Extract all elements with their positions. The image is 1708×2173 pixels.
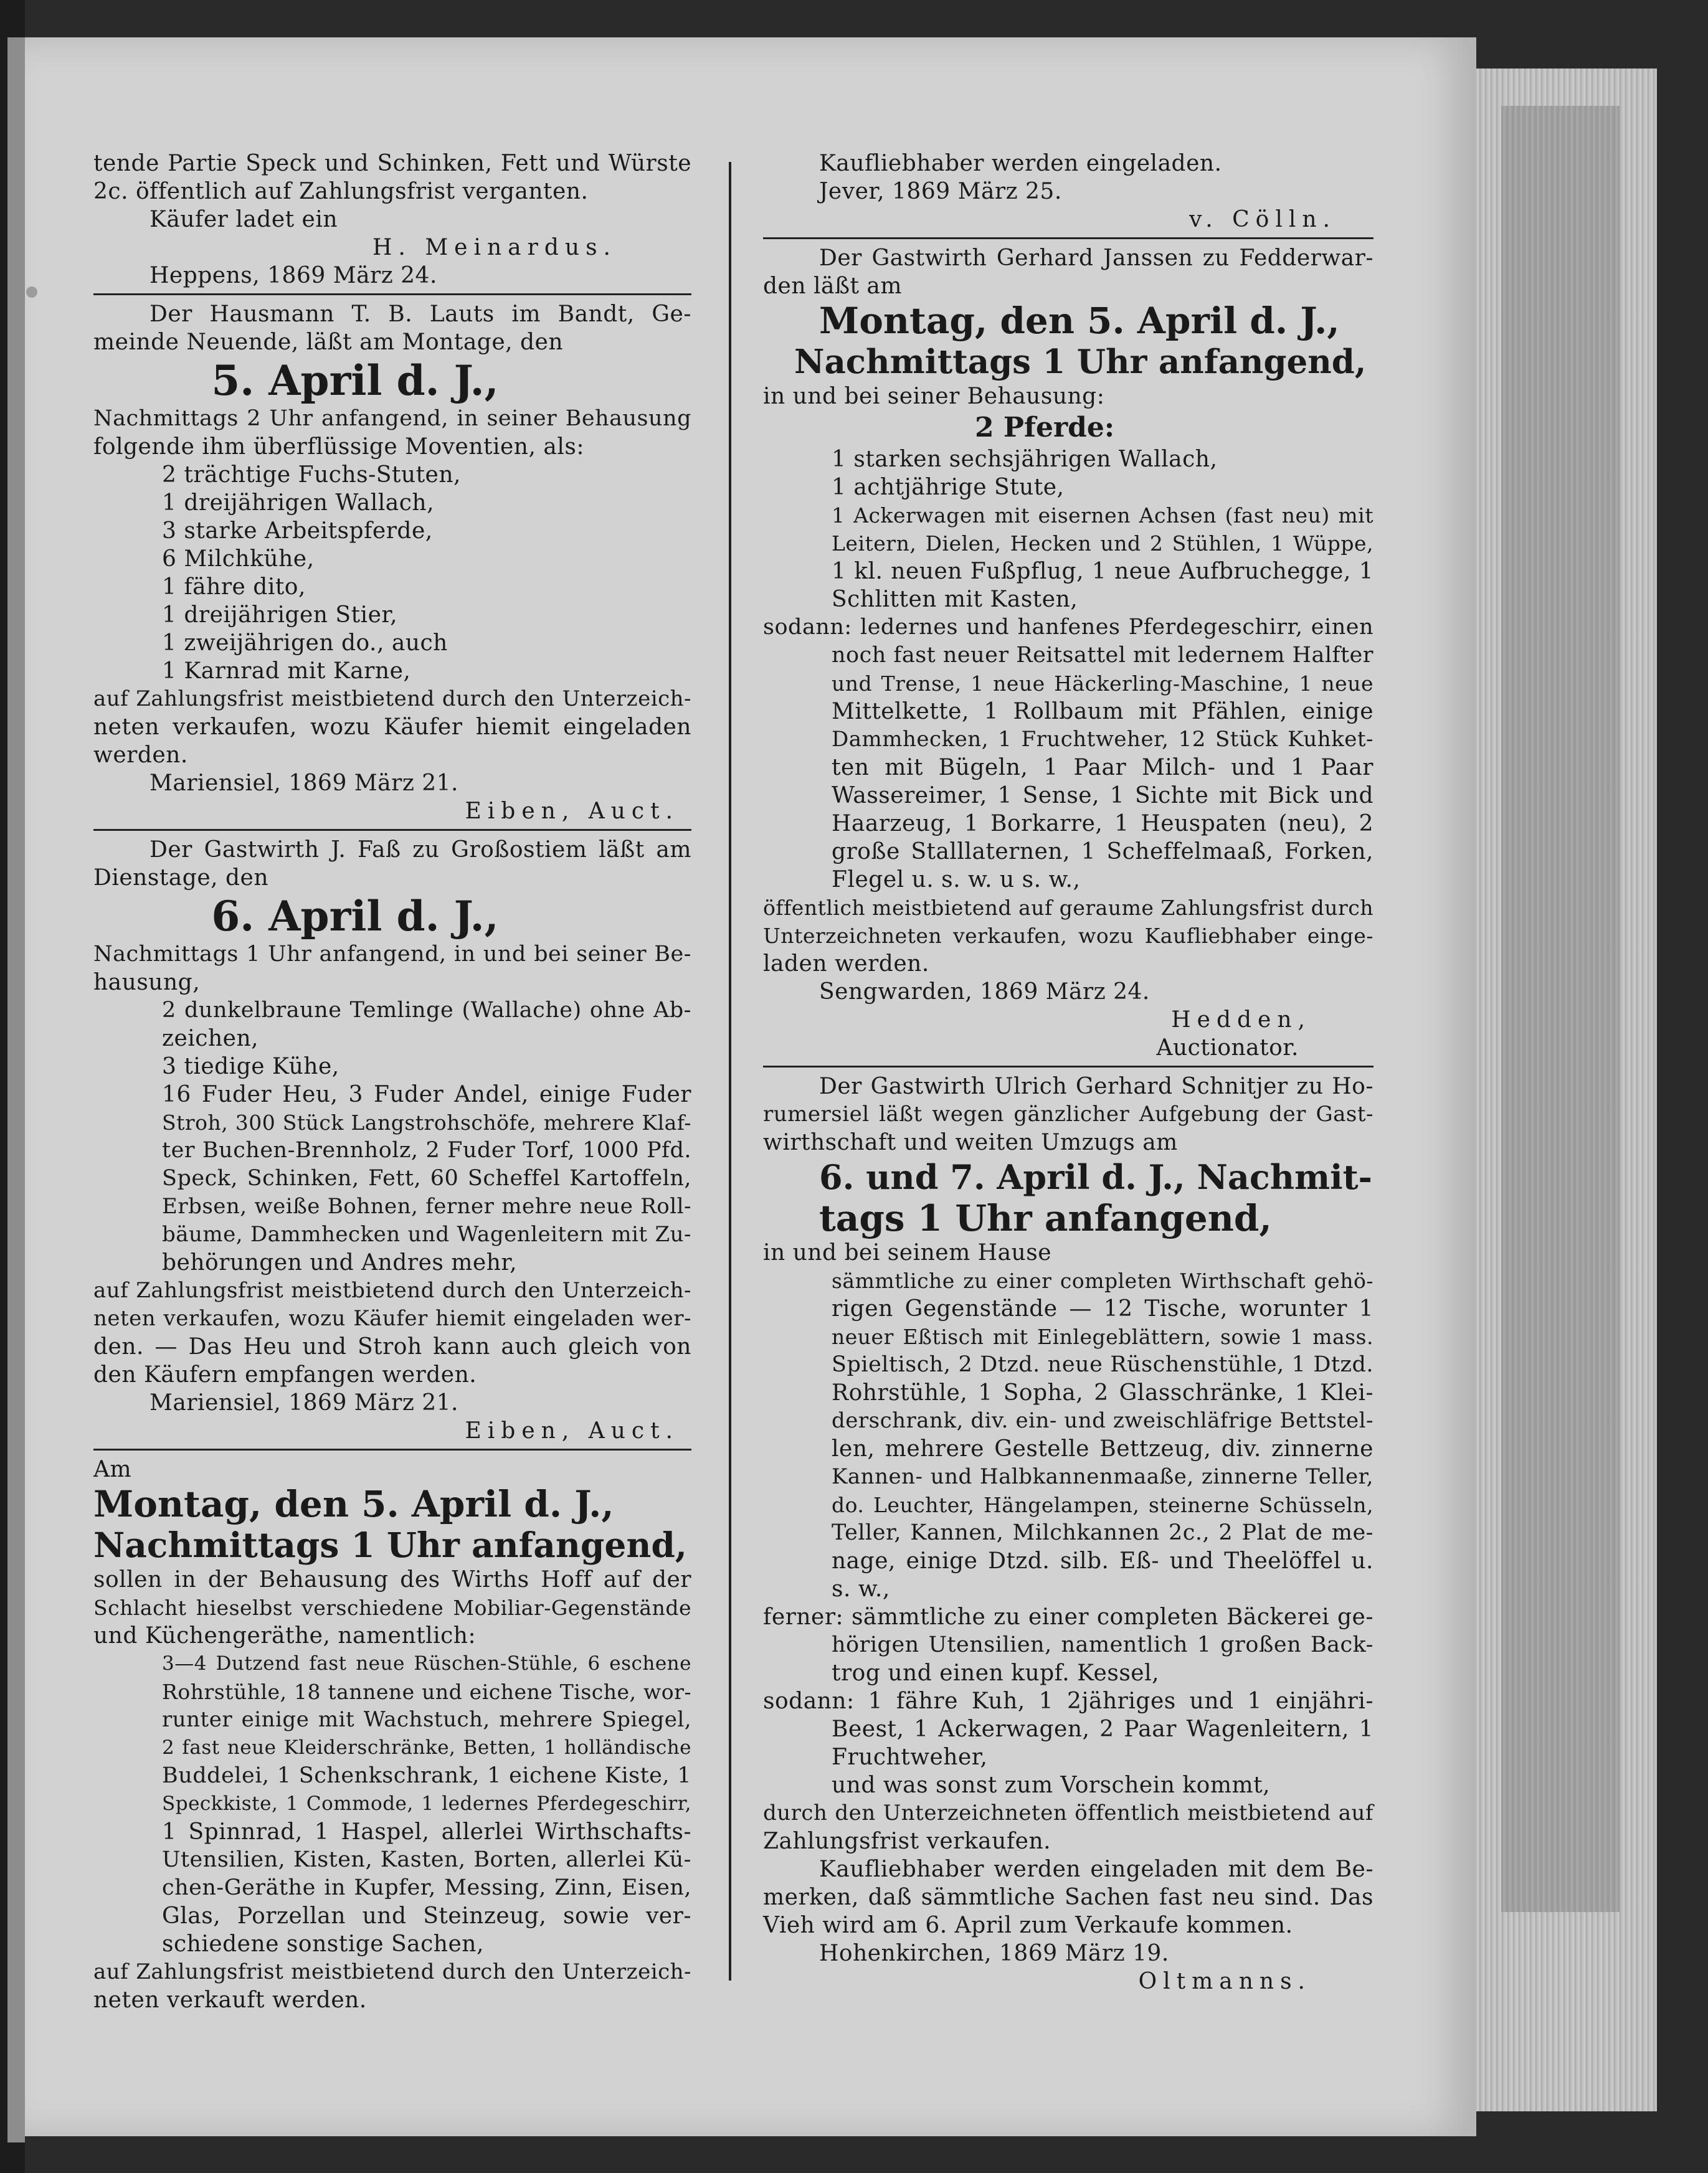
headline: Montag, den 5. April d. J., bbox=[93, 1483, 614, 1525]
text-line: trog und einen kupf. Kessel, bbox=[832, 1660, 1160, 1686]
signature: Eiben, Auct. bbox=[465, 798, 679, 824]
text-line: hörigen Utensilien, namentlich 1 großen Back- bbox=[832, 1632, 1374, 1657]
text-line: Der Hausmann T. B. Lauts im Bandt, Ge- bbox=[149, 301, 691, 327]
advertisement-hoff bbox=[93, 1456, 691, 2014]
text-line: Mittelkette, 1 Rollbaum mit Pfählen, einige bbox=[832, 699, 1374, 724]
text-line: und Trense, 1 neue Häckerling-Maschine, 1 neue bbox=[832, 671, 1374, 696]
auction-date: 5. April d. J., bbox=[211, 356, 499, 405]
text-line: den. — Das Heu und Stroh kann auch gleich von bbox=[93, 1334, 691, 1360]
separator-rule bbox=[93, 293, 691, 295]
text-line: rumersiel läßt wegen gänzlicher Aufgebung der Gast- bbox=[763, 1102, 1374, 1127]
separator-rule bbox=[763, 1066, 1374, 1068]
text-line: tende Partie Speck und Schinken, Fett und Würste bbox=[93, 151, 691, 176]
separator-rule bbox=[763, 237, 1374, 239]
list-item: behörungen und Andres mehr, bbox=[162, 1250, 518, 1276]
list-item: Stroh, 300 Stück Langstrohschöfe, mehrere Klaf- bbox=[162, 1110, 691, 1135]
text-line: Dienstage, den bbox=[93, 865, 269, 891]
text-line: neten verkaufen, wozu Käufer hiemit eingeladen bbox=[93, 714, 691, 740]
list-item: runter einige mit Wachstuch, mehrere Spiegel, bbox=[162, 1707, 691, 1732]
signature: v. Cölln. bbox=[1189, 207, 1336, 232]
list-item: 2 dunkelbraune Temlinge (Wallache) ohne Ab- bbox=[162, 998, 691, 1023]
list-item: sämmtliche zu einer completen Wirthschaft gehö- bbox=[832, 1269, 1374, 1293]
text-line: Haarzeug, 1 Borkarre, 1 Heuspaten (neu), 2 bbox=[832, 811, 1374, 836]
list-item: Glas, Porzellan und Steinzeug, sowie ver- bbox=[162, 1903, 691, 1929]
text-line: laden werden. bbox=[763, 951, 929, 977]
text-line: Schlacht hieselbst verschiedene Mobiliar-Gegenstände bbox=[93, 1596, 691, 1620]
signature: Hedden, bbox=[1171, 1007, 1311, 1033]
place-date: Sengwarden, 1869 März 24. bbox=[819, 979, 1150, 1005]
list-item: 1 starken sechsjährigen Wallach, bbox=[832, 447, 1218, 472]
text-line: Wassereimer, 1 Sense, 1 Sichte mit Bick und bbox=[832, 783, 1374, 808]
text-line: Am bbox=[93, 1457, 132, 1482]
text-line: hausung, bbox=[93, 970, 201, 995]
text-line: ten mit Bügeln, 1 Paar Milch- und 1 Paar bbox=[832, 755, 1374, 780]
signature-title: Auctionator. bbox=[1156, 1035, 1299, 1061]
list-item: 6 Milchkühe, bbox=[162, 546, 315, 572]
list-item: 1 Karnrad mit Karne, bbox=[162, 658, 411, 684]
headline: tags 1 Uhr anfangend, bbox=[819, 1197, 1272, 1239]
list-item: Rohrstühle, 1 Sopha, 2 Glasschränke, 1 Klei- bbox=[832, 1380, 1374, 1406]
headline: 6. und 7. April d. J., Nachmit- bbox=[819, 1157, 1372, 1197]
list-item: 16 Fuder Heu, 3 Fuder Andel, einige Fuder bbox=[162, 1082, 691, 1107]
list-item: 1 dreijährigen Wallach, bbox=[162, 490, 435, 516]
list-item: 1 zweijährigen do., auch bbox=[162, 630, 448, 656]
list-item: Rohrstühle, 18 tannene und eichene Tische, wor- bbox=[162, 1680, 691, 1704]
left-column bbox=[93, 149, 691, 2014]
list-item: Schlitten mit Kasten, bbox=[832, 587, 1078, 612]
text-line: Der Gastwirth Ulrich Gerhard Schnitjer zu Ho- bbox=[819, 1074, 1374, 1099]
list-item: 3—4 Dutzend fast neue Rüschen-Stühle, 6 eschene bbox=[162, 1652, 691, 1675]
list-item: 3 tiedige Kühe, bbox=[162, 1054, 339, 1079]
list-item: bäume, Dammhecken und Wagenleitern mit Zu- bbox=[162, 1222, 691, 1247]
list-item: 3 starke Arbeitspferde, bbox=[162, 518, 433, 544]
separator-rule bbox=[93, 1449, 691, 1451]
place-date: Mariensiel, 1869 März 21. bbox=[149, 770, 458, 796]
list-item: 2 trächtige Fuchs-Stuten, bbox=[162, 462, 461, 488]
text-line: Kaufliebhaber werden eingeladen mit dem Be- bbox=[819, 1857, 1374, 1882]
text-line: neten verkauft werden. bbox=[93, 1987, 367, 2013]
text-line: Flegel u. s. w. u s. w., bbox=[832, 867, 1081, 892]
list-item: Buddelei, 1 Schenkschrank, 1 eichene Kiste, 1 bbox=[162, 1763, 691, 1788]
text-line: folgende ihm überflüssige Moventien, als: bbox=[93, 434, 584, 460]
text-line: werden. bbox=[93, 742, 188, 768]
advertisement-lauts bbox=[93, 300, 691, 825]
list-item: Kannen- und Halbkannenmaaße, zinnerne Teller, bbox=[832, 1464, 1374, 1489]
place-date: Heppens, 1869 März 24. bbox=[149, 263, 437, 288]
list-item: ter Buchen-Brennholz, 2 Fuder Torf, 1000 Pfd. bbox=[162, 1138, 691, 1163]
text-line: auf Zahlungsfrist meistbietend durch den Unterzeich- bbox=[93, 686, 691, 711]
list-item: Leitern, Dielen, Hecken und 2 Stühlen, 1 Wüppe, bbox=[832, 531, 1374, 556]
signature: H. Meinardus. bbox=[372, 235, 617, 260]
list-item: Speck, Schinken, Fett, 60 Scheffel Kartoffeln, bbox=[162, 1166, 691, 1191]
text-line: Beest, 1 Ackerwagen, 2 Paar Wagenleitern, 1 bbox=[832, 1716, 1374, 1742]
list-item: do. Leuchter, Hängelampen, steinerne Schüsseln, bbox=[832, 1493, 1374, 1517]
text-line: Der Gastwirth Gerhard Janssen zu Fedderwar- bbox=[819, 245, 1374, 271]
text-line: in und bei seinem Hause bbox=[763, 1240, 1051, 1266]
headline: Nachmittags 1 Uhr anfangend, bbox=[93, 1525, 687, 1565]
headline: Nachmittags 1 Uhr anfangend, bbox=[794, 343, 1367, 381]
text-line: und was sonst zum Vorschein kommt, bbox=[832, 1773, 1271, 1798]
text-line: Nachmittags 2 Uhr anfangend, in seiner Behausung bbox=[93, 406, 691, 431]
list-item: nage, einige Dtzd. silb. Eß- und Theelöffel u. bbox=[832, 1548, 1374, 1574]
signature: Eiben, Auct. bbox=[465, 1418, 679, 1444]
text-line: große Stalllaternen, 1 Scheffelmaaß, Forken, bbox=[832, 839, 1374, 864]
place-date: Mariensiel, 1869 März 21. bbox=[149, 1390, 458, 1416]
list-item: 1 dreijährigen Stier, bbox=[162, 602, 398, 628]
text-line: wirthschaft und weiten Umzugs am bbox=[763, 1130, 1178, 1155]
text-line: Nachmittags 1 Uhr anfangend, in und bei seiner Be- bbox=[93, 942, 691, 967]
list-item: 1 Spinnrad, 1 Haspel, allerlei Wirthschafts- bbox=[162, 1819, 691, 1845]
list-item: chen-Geräthe in Kupfer, Messing, Zinn, Eisen, bbox=[162, 1875, 691, 1900]
list-item: 2 fast neue Kleiderschränke, Betten, 1 holländische bbox=[162, 1736, 691, 1759]
auction-date: 6. April d. J., bbox=[211, 892, 499, 940]
list-item: 1 kl. neuen Fußpflug, 1 neue Aufbruchegge, 1 bbox=[832, 559, 1374, 584]
right-column bbox=[763, 149, 1374, 1995]
list-item: rigen Gegenstände — 12 Tische, worunter 1 bbox=[832, 1296, 1374, 1322]
subheading: 2 Pferde: bbox=[975, 412, 1115, 443]
text-line: neten verkaufen, wozu Käufer hiemit eingeladen wer- bbox=[93, 1306, 691, 1331]
text-line: ferner: sämmtliche zu einer completen Bäckerei ge- bbox=[763, 1604, 1374, 1630]
signature: Oltmanns. bbox=[1138, 1969, 1311, 1994]
text-line: Dammhecken, 1 Fruchtweher, 12 Stück Kuhket- bbox=[832, 727, 1374, 752]
list-item: len, mehrere Gestelle Bettzeug, div. zinnerne bbox=[832, 1436, 1374, 1462]
column-divider bbox=[729, 162, 731, 1981]
list-item: 1 achtjährige Stute, bbox=[832, 475, 1065, 500]
list-item: zeichen, bbox=[162, 1026, 259, 1051]
text-line: auf Zahlungsfrist meistbietend durch den Unterzeich- bbox=[93, 1278, 691, 1303]
text-line: Kaufliebhaber werden eingeladen. bbox=[819, 151, 1222, 176]
previous-page-edge bbox=[7, 37, 25, 2142]
text-line: noch fast neuer Reitsattel mit ledernem Halfter bbox=[832, 643, 1374, 668]
text-line: den Käufern empfangen werden. bbox=[93, 1362, 477, 1388]
advertisement-janssen bbox=[763, 244, 1374, 1062]
list-item: schiedene sonstige Sachen, bbox=[162, 1931, 484, 1957]
text-line: 2c. öffentlich auf Zahlungsfrist verganten. bbox=[93, 179, 589, 204]
list-item: Erbsen, weiße Bohnen, ferner mehre neue Roll- bbox=[162, 1194, 691, 1219]
text-line: den läßt am bbox=[763, 273, 903, 299]
list-item: derschrank, div. ein- und zweischläfrige Bettstel- bbox=[832, 1408, 1374, 1433]
text-line: auf Zahlungsfrist meistbietend durch den Unterzeich- bbox=[93, 1959, 691, 1984]
place-date: Jever, 1869 März 25. bbox=[819, 179, 1062, 204]
text-line: öffentlich meistbietend auf geraume Zahlungsfrist durch bbox=[763, 896, 1374, 920]
list-item: Utensilien, Kisten, Kasten, Borten, allerlei Kü- bbox=[162, 1847, 691, 1872]
top-block bbox=[763, 149, 1374, 234]
text-line: in und bei seiner Behausung: bbox=[763, 384, 1105, 409]
text-line: sodann: ledernes und hanfenes Pferdegeschirr, einen bbox=[763, 615, 1374, 640]
text-line: Unterzeichneten verkaufen, wozu Kaufliebhaber einge- bbox=[763, 924, 1374, 948]
separator-rule bbox=[93, 829, 691, 831]
headline: Montag, den 5. April d. J., bbox=[819, 300, 1340, 342]
list-item: neuer Eßtisch mit Einlegeblättern, sowie 1 mass. bbox=[832, 1325, 1374, 1349]
page-stack-shadow bbox=[1501, 106, 1620, 1912]
list-item: Speckkiste, 1 Commode, 1 ledernes Pferdegeschirr, bbox=[162, 1792, 691, 1815]
place-date: Hohenkirchen, 1869 März 19. bbox=[819, 1941, 1169, 1966]
list-item: 1 Ackerwagen mit eisernen Achsen (fast neu) mit bbox=[832, 503, 1374, 528]
binding-hole bbox=[26, 286, 37, 298]
list-item: Teller, Kannen, Milchkannen 2c., 2 Plat de me- bbox=[832, 1520, 1374, 1545]
top-block bbox=[93, 149, 691, 290]
advertisement-schnitjer bbox=[763, 1072, 1374, 1995]
advertisement-fass bbox=[93, 836, 691, 1445]
text-line: Käufer ladet ein bbox=[149, 207, 338, 232]
text-line: Fruchtweher, bbox=[832, 1745, 988, 1770]
text-line: durch den Unterzeichneten öffentlich meistbietend auf bbox=[763, 1801, 1374, 1825]
list-item: 1 fähre dito, bbox=[162, 574, 306, 600]
list-item: s. w., bbox=[832, 1576, 890, 1602]
text-line: Der Gastwirth J. Faß zu Großostiem läßt am bbox=[149, 837, 691, 863]
text-line: meinde Neuende, läßt am Montage, den bbox=[93, 329, 564, 355]
text-line: sodann: 1 fähre Kuh, 1 2jähriges und 1 einjähri- bbox=[763, 1688, 1374, 1714]
text-line: sollen in der Behausung des Wirths Hoff auf der bbox=[93, 1567, 691, 1593]
text-line: und Küchengeräthe, namentlich: bbox=[93, 1623, 477, 1649]
text-line: merken, daß sämmtliche Sachen fast neu sind. Das bbox=[763, 1885, 1374, 1910]
list-item: Spieltisch, 2 Dtzd. neue Rüschenstühle, 1 Dtzd. bbox=[832, 1352, 1374, 1377]
text-line: Zahlungsfrist verkaufen. bbox=[763, 1829, 1051, 1854]
text-line: Vieh wird am 6. April zum Verkaufe kommen. bbox=[763, 1913, 1293, 1938]
